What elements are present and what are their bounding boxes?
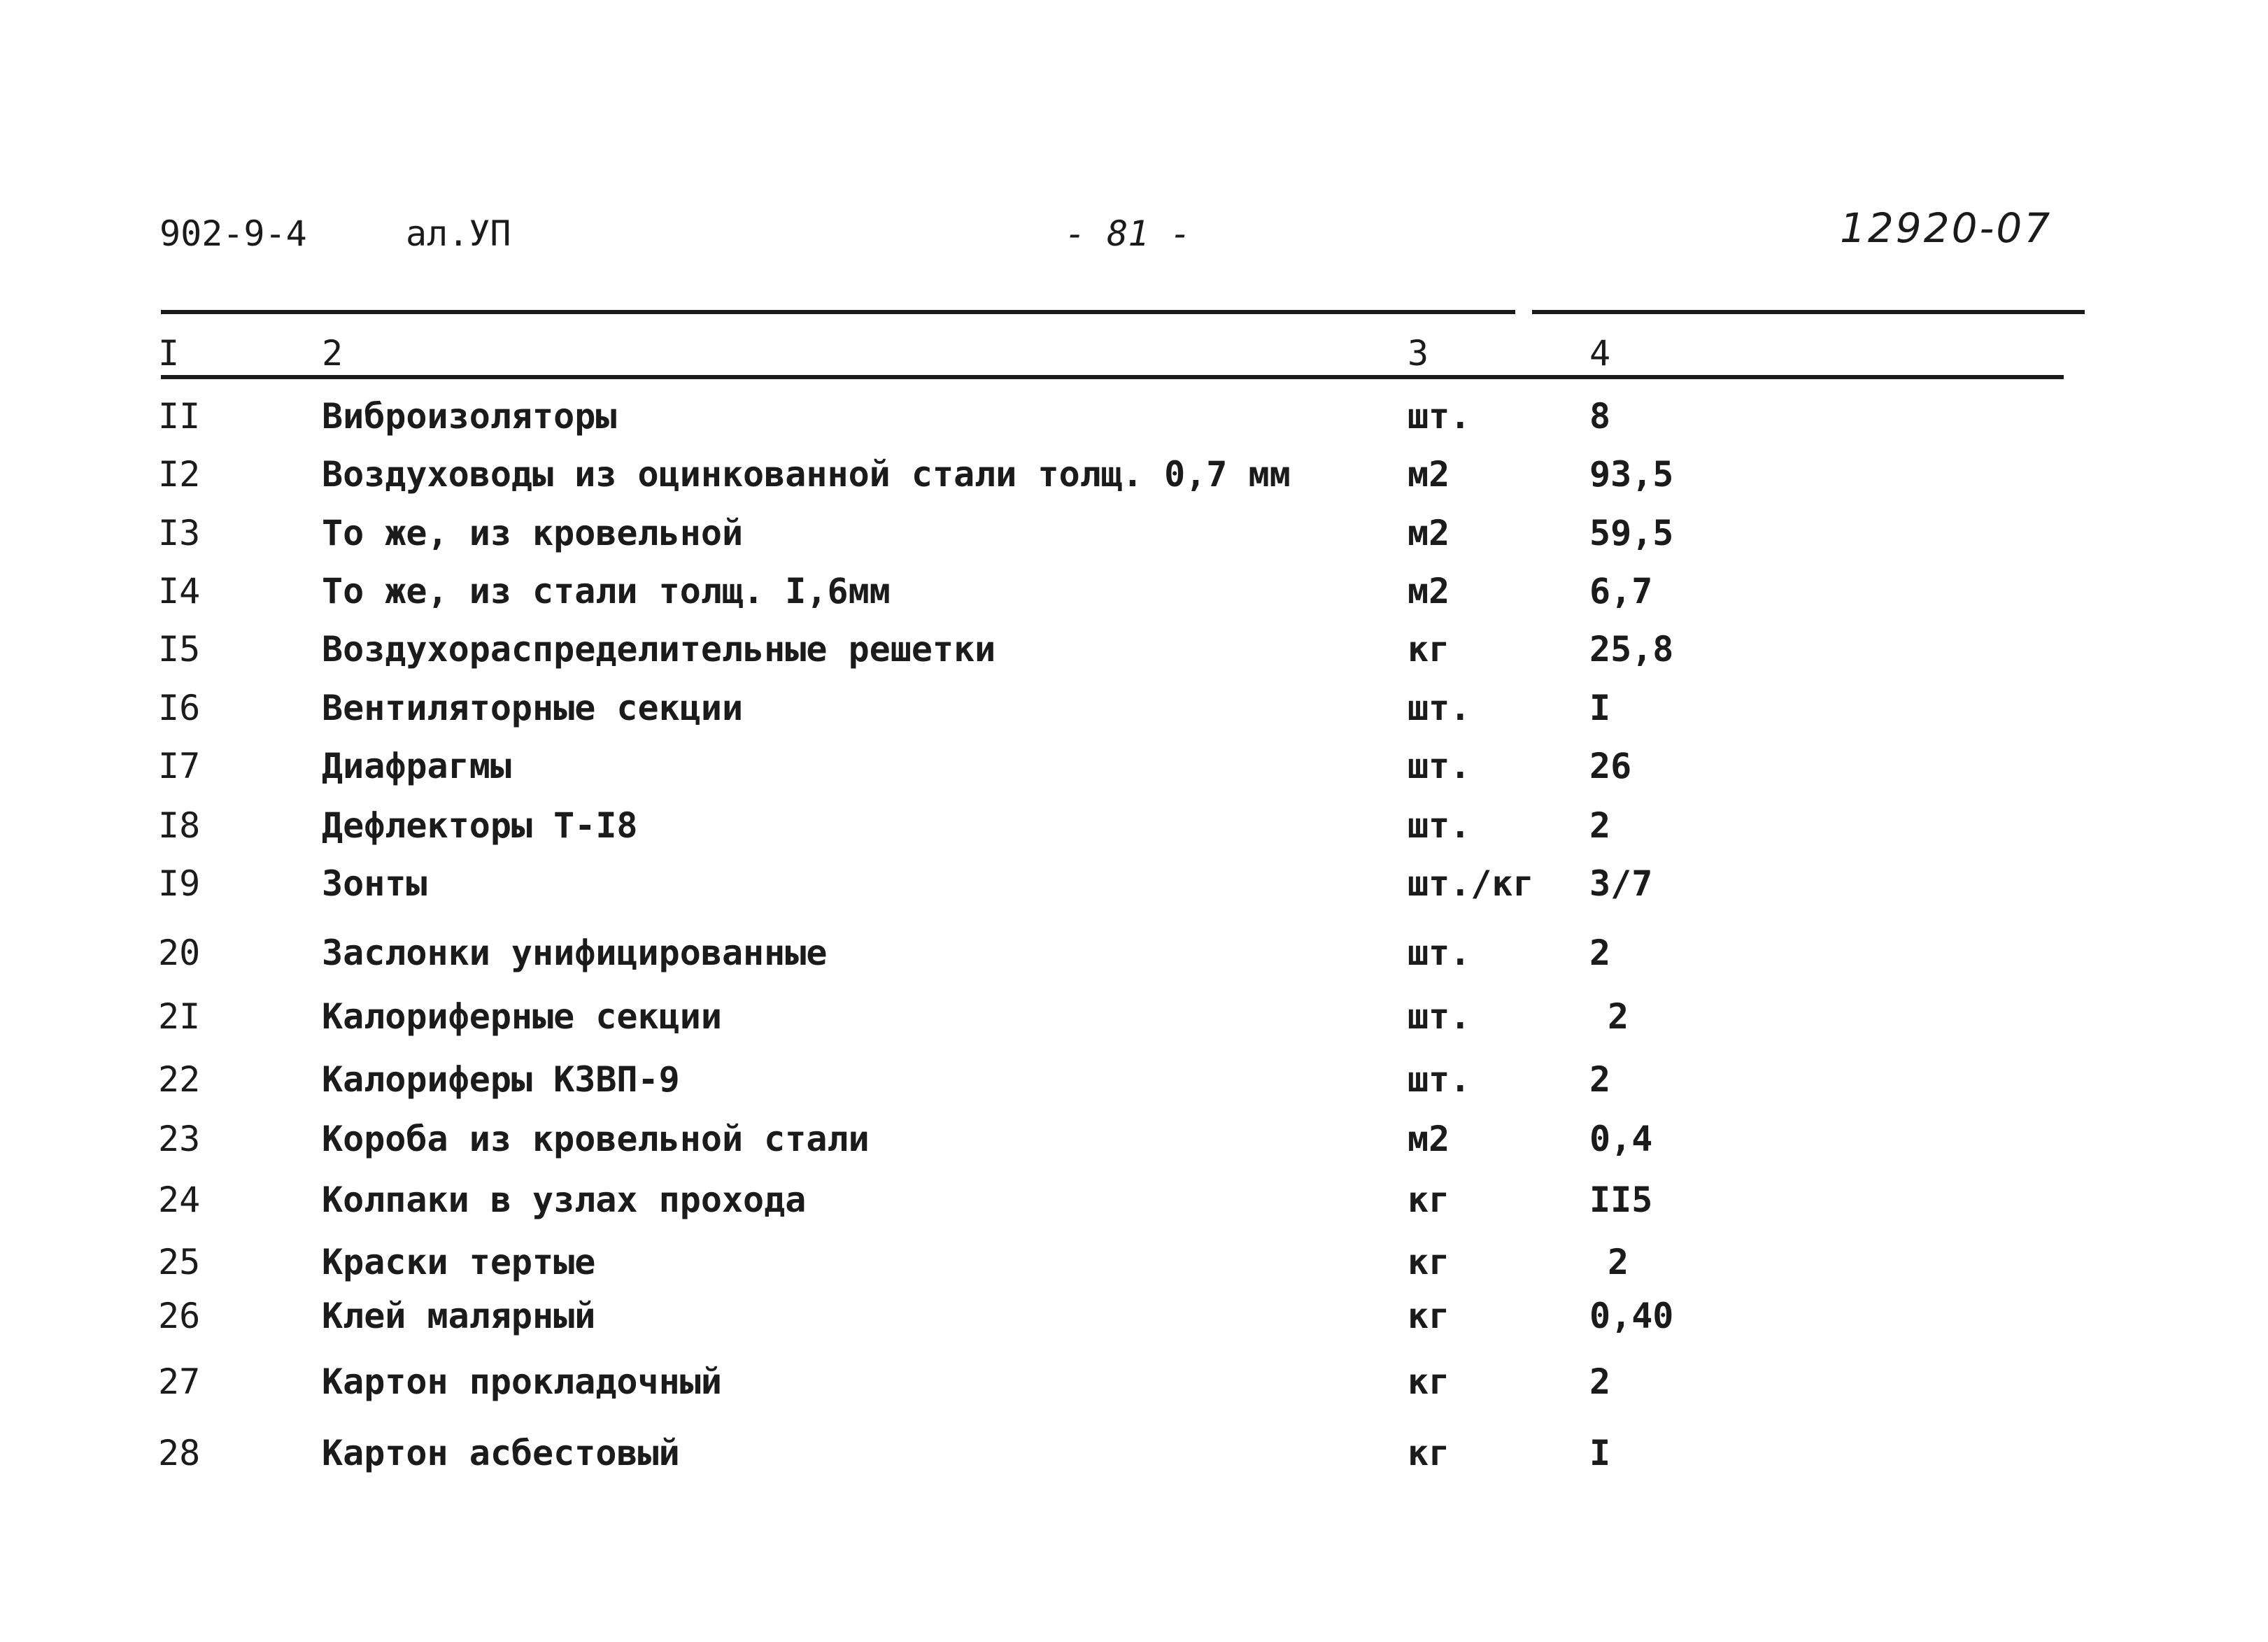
item-unit: шт. [1408,933,1471,973]
item-name: Короба из кровельной стали [322,1119,870,1159]
table-row [0,450,2268,499]
album-label: ал.УП [406,213,511,254]
row-number: I8 [158,805,201,846]
row-number: 25 [158,1242,201,1282]
item-quantity: 26 [1589,746,1632,786]
item-name: Картон асбестовый [322,1433,680,1473]
row-number: I2 [158,454,201,495]
item-unit: шт./кг [1408,863,1534,904]
row-number: 27 [158,1361,201,1402]
item-unit: шт. [1408,996,1471,1037]
item-unit: шт. [1408,805,1471,846]
item-unit: м2 [1408,513,1450,553]
table-row [0,1175,2268,1224]
item-unit: кг [1408,1242,1450,1282]
row-number: 26 [158,1296,201,1336]
row-number: 23 [158,1119,201,1159]
row-number: I9 [158,863,201,904]
table-row [0,859,2268,908]
table-row [0,1429,2268,1478]
item-quantity: 25,8 [1589,629,1674,670]
table-row [0,1291,2268,1340]
table-row [0,1055,2268,1104]
table-row [0,567,2268,616]
row-number: I7 [158,746,201,786]
row-number: I5 [158,629,201,670]
item-name: Воздухораспределительные решетки [322,629,996,670]
item-unit: шт. [1408,1059,1471,1100]
item-name: Калориферы КЗВП-9 [322,1059,680,1100]
item-name: То же, из кровельной [322,513,744,553]
item-quantity: 8 [1589,396,1611,437]
inventory-number: 12920-07 [1840,204,2053,252]
item-name: Клей малярный [322,1296,596,1336]
item-quantity: 0,40 [1589,1296,1674,1336]
row-number: 28 [158,1433,201,1473]
column-header-2: 2 [322,333,343,374]
item-quantity: 93,5 [1589,454,1674,495]
item-name: Виброизоляторы [322,396,617,437]
item-unit: кг [1408,1361,1450,1402]
row-number: II [158,396,201,437]
row-number: 2I [158,996,201,1037]
item-quantity: 2 [1589,933,1611,973]
item-quantity: I [1589,1433,1611,1473]
item-unit: шт. [1408,746,1471,786]
item-name: Колпаки в узлах прохода [322,1180,807,1220]
column-header-1: I [158,333,180,374]
table-row [0,1238,2268,1287]
item-unit: кг [1408,629,1450,670]
item-name: Калориферные секции [322,996,722,1037]
column-header-4: 4 [1589,333,1611,374]
item-name: Воздуховоды из оцинкованной стали толщ. 0,7 мм [322,454,1291,495]
item-quantity: 6,7 [1589,571,1653,611]
item-quantity: 59,5 [1589,513,1674,553]
item-unit: м2 [1408,1119,1450,1159]
item-quantity: 2 [1589,1059,1611,1100]
item-quantity: 3/7 [1589,863,1653,904]
table-header-row [0,329,2268,378]
item-unit: шт. [1408,396,1471,437]
document-code: 902-9-4 [160,213,307,254]
table-row [0,928,2268,977]
row-number: 24 [158,1180,201,1220]
item-name: Картон прокладочный [322,1361,722,1402]
table-row [0,625,2268,674]
item-name: Заслонки унифицированные [322,933,828,973]
column-header-3: 3 [1408,333,1429,374]
row-number: 22 [158,1059,201,1100]
table-top-rule-right [1532,310,2085,314]
item-name: Вентиляторные секции [322,688,744,728]
table-row [0,1114,2268,1163]
table-row [0,509,2268,558]
row-number: I4 [158,571,201,611]
row-number: I3 [158,513,201,553]
item-unit: кг [1408,1433,1450,1473]
table-row [0,742,2268,791]
item-quantity: 2 [1589,805,1611,846]
item-quantity: 2 [1608,1242,1629,1282]
table-top-rule-left [161,310,1515,314]
item-name: Дефлекторы Т-I8 [322,805,638,846]
table-row [0,992,2268,1041]
item-name: То же, из стали толщ. I,6мм [322,571,891,611]
item-name: Диафрагмы [322,746,511,786]
page-number: - 81 - [1065,213,1191,254]
item-quantity: II5 [1589,1180,1653,1220]
item-quantity: I [1589,688,1611,728]
table-row [0,1357,2268,1406]
item-quantity: 0,4 [1589,1119,1653,1159]
item-quantity: 2 [1589,1361,1611,1402]
item-quantity: 2 [1608,996,1629,1037]
item-unit: м2 [1408,571,1450,611]
row-number: 20 [158,933,201,973]
table-row [0,801,2268,850]
item-unit: м2 [1408,454,1450,495]
row-number: I6 [158,688,201,728]
item-unit: кг [1408,1296,1450,1336]
item-name: Краски тертые [322,1242,596,1282]
table-row [0,392,2268,441]
item-unit: кг [1408,1180,1450,1220]
item-name: Зонты [322,863,427,904]
table-row [0,684,2268,732]
item-unit: шт. [1408,688,1471,728]
